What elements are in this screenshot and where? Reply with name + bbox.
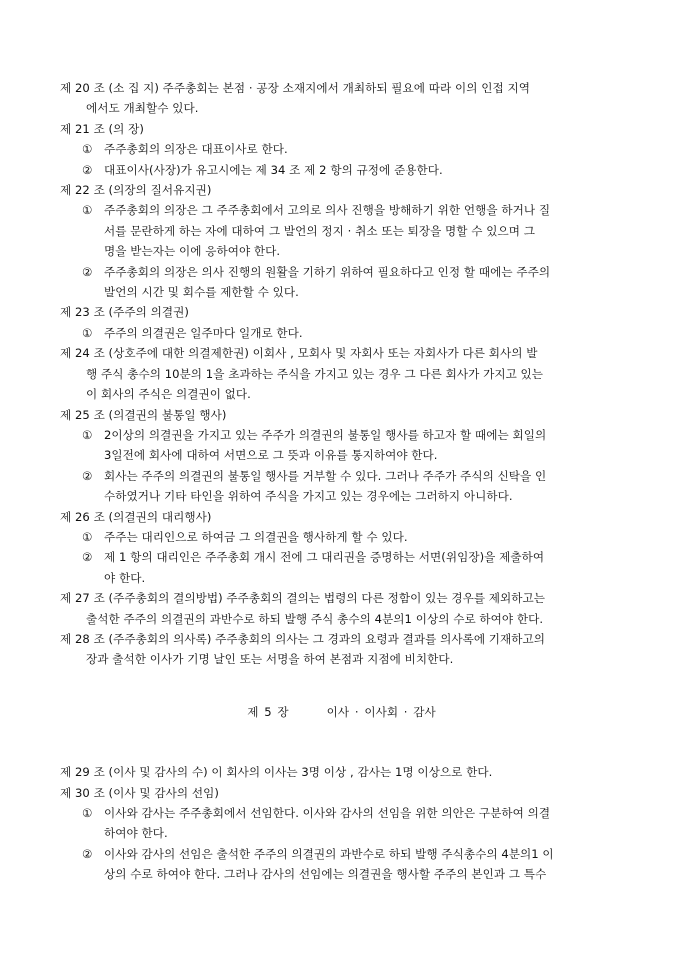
clause-text-line: 서를 문란하게 하는 자에 대하여 그 발언의 정지 · 취소 또는 퇴장을 명할 수 있으며 그 [104,223,536,238]
article-heading: 제 26 조 (의결권의 대리행사) [60,509,212,524]
clause-body [104,547,623,588]
articles-document [60,78,623,885]
article-heading: 제 21 조 (의 장) [60,121,144,136]
article-heading: 제 28 조 (주주총회의 의사록) 주주총회의 의사는 그 경과의 요령과 결과를 의사록에 기재하고의 [60,631,546,646]
clause-number: ① [82,529,93,544]
clause-text-line: 주주는 대리인으로 하여금 그 의결권을 행사하게 할 수 있다. [104,529,408,544]
article [60,343,623,404]
clause-text-line: 야 한다. [104,570,146,585]
article-heading: 제 29 조 (이사 및 감사의 수) 이 회사의 이사는 3명 이상 , 감사는 1명 이상으로 한다. [60,765,493,780]
article-continuation [60,98,623,118]
article-heading: 제 20 조 (소 집 지) 주주총회는 본점 · 공장 소재지에서 개최하되 필요에 따라 이의 인접 지역 [60,81,530,95]
clause-body [104,262,623,303]
article-clause [82,425,623,466]
articles-section-chapter-4 [60,78,623,670]
clause-text-line: 제 1 항의 대리인은 주주총회 개시 전에 그 대리권을 증명하는 서면(위임장)을 제출하여 [104,550,545,565]
clause-body [104,466,623,507]
article-clause [82,200,623,261]
clause-number: ② [82,846,93,861]
article-continuation [60,609,623,629]
article-continuation [60,649,623,669]
clause-body [104,425,623,466]
article-heading: 제 25 조 (의결권의 불통일 행사) [60,407,227,422]
clause-text-line: 대표이사(사장)가 유고시에는 제 34 조 제 2 항의 규정에 준용한다. [104,162,443,177]
clause-text-line: 하여야 한다. [104,826,168,841]
article [60,783,623,885]
article [60,78,623,119]
clause-body [104,323,623,343]
article [60,180,623,302]
article-heading: 제 27 조 (주주총회의 결의방법) 주주총회의 결의는 법령의 다른 정함이 있는 경우를 제외하고는 [60,591,546,606]
article-text-line: 에서도 개최할수 있다. [86,101,199,116]
article-text-line: 출석한 주주의 의결권의 과반수로 하되 발행 주식 총수의 4분의1 이상의 수로 하여야 한다. [86,611,544,626]
clause-body [104,200,623,261]
clause-number: ① [82,203,93,218]
article [60,507,623,589]
article-clause [82,160,623,180]
articles-section-chapter-5 [60,762,623,884]
clause-number: ① [82,142,93,157]
clause-text-line: 이사와 감사는 주주총회에서 선임한다. 이사와 감사의 선임을 위한 의안은 구분하여 의결 [104,806,551,820]
article-heading: 제 22 조 (의장의 질서유지권) [60,183,212,198]
clause-text-line: 3일전에 회사에 대하여 서면으로 그 뜻과 이유를 통지하여야 한다. [104,448,438,463]
article-text-line: 장과 출석한 이사가 기명 날인 또는 서명을 하여 본점과 지점에 비치한다. [86,652,454,667]
clause-text-line: 상의 수로 하여야 한다. 그러나 감사의 선임에는 의결권을 행사할 주주의 본인과 그 특수 [104,867,547,882]
article [60,762,623,782]
article-text-line: 이 회사의 주식은 의결권이 없다. [86,387,251,402]
clause-body [104,803,623,844]
article [60,629,623,670]
clause-number: ② [82,264,93,279]
clause-text-line: 2이상의 의결권을 가지고 있는 주주가 의결권의 불통일 행사를 하고자 할 때에는 회일의 [104,427,547,442]
article-heading: 제 23 조 (주주의 의결권) [60,305,189,320]
article [60,405,623,507]
article-clause [82,844,623,885]
article [60,588,623,629]
article-continuation [60,364,623,405]
chapter-title: 이사 · 이사회 · 감사 [326,704,436,719]
clause-number: ② [82,162,93,177]
article-heading: 제 30 조 (이사 및 감사의 선임) [60,785,219,800]
clause-body [104,160,623,180]
article-clause [82,466,623,507]
clause-text-line: 이사와 감사의 선임은 출석한 주주의 의결권의 과반수로 하되 발행 주식총수의 4분의1 이 [104,846,554,861]
clause-text-line: 주주총회의 의장은 그 주주총회에서 고의로 의사 진행을 방해하기 위한 언행을 하거나 질 [104,203,551,218]
article-clause [82,323,623,343]
article-clause [82,262,623,303]
clause-body [104,844,623,885]
article-heading: 제 24 조 (상호주에 대한 의결제한권) 이회사 , 모회사 및 자회사 또는 자회사가 다른 회사의 발 [60,346,538,361]
article-clause [82,547,623,588]
clause-number: ① [82,806,93,820]
clause-text-line: 명을 받는자는 이에 응하여야 한다. [104,244,281,259]
chapter-heading [60,702,623,722]
clause-text-line: 수하였거나 기타 타인을 위하여 주식을 가지고 있는 경우에는 그러하지 아니하다. [104,489,513,504]
article-text-line: 행 주식 총수의 10분의 1을 초과하는 주식을 가지고 있는 경우 그 다른 회사가 가지고 있는 [86,366,544,381]
article [60,302,623,343]
clause-text-line: 주주의 의결권은 일주마다 일개로 한다. [104,325,303,340]
clause-body [104,139,623,159]
clause-number: ② [82,468,93,483]
clause-text-line: 발언의 시간 및 회수를 제한할 수 있다. [104,285,299,300]
clause-text-line: 주주총회의 의장은 의사 진행의 원활을 기하기 위하여 필요하다고 인정 할 때에는 주주의 [104,264,551,279]
clause-number: ① [82,325,93,340]
clause-number: ② [82,550,93,565]
clause-text-line: 주주총회의 의장은 대표이사로 한다. [104,142,288,157]
article-clause [82,803,623,844]
article [60,119,623,180]
chapter-number: 제 5 장 [247,704,289,719]
article-clause [82,527,623,547]
clause-text-line: 회사는 주주의 의결권의 불통일 행사를 거부할 수 있다. 그러나 주주가 주식의 신탁을 인 [104,468,547,483]
clause-number: ① [82,427,93,442]
article-clause [82,139,623,159]
clause-body [104,527,623,547]
